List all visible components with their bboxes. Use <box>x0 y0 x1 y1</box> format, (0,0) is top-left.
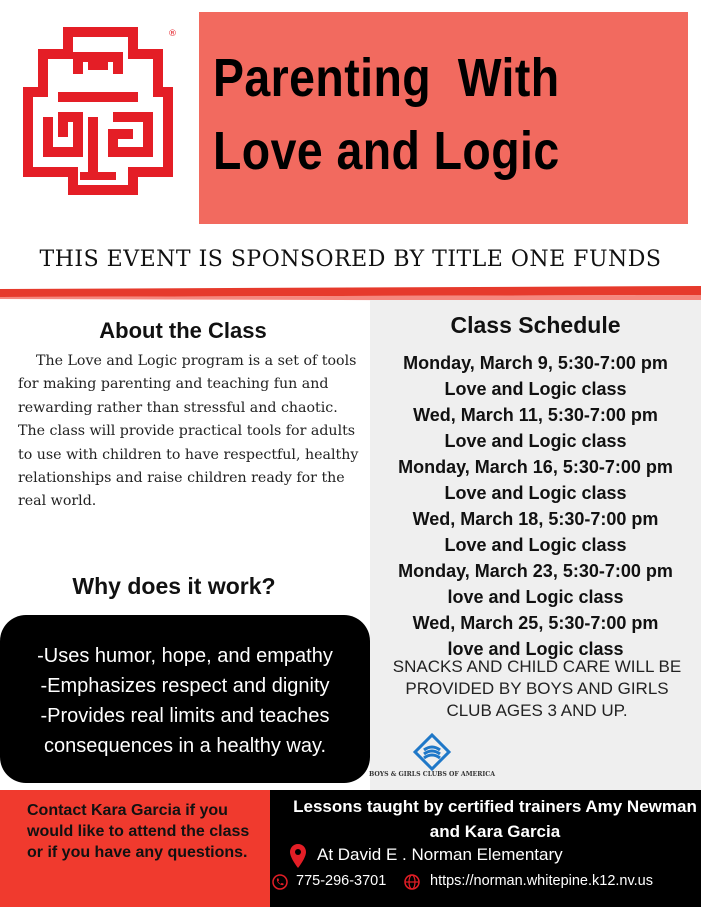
why-list <box>10 641 360 761</box>
bgc-logo-text: BOYS & GIRLS CLUBS OF AMERICA <box>368 771 496 778</box>
heart-house-logo <box>18 22 178 197</box>
schedule-line: Wed, March 25, 5:30-7:00 pm <box>412 613 659 633</box>
schedule-line: Love and Logic class <box>444 535 627 555</box>
location-pin-icon <box>289 843 307 869</box>
schedule-line: Wed, March 18, 5:30-7:00 pm <box>412 509 659 529</box>
why-box <box>0 615 370 783</box>
schedule-line: love and Logic class <box>447 639 624 659</box>
globe-icon <box>404 874 420 890</box>
about-heading: About the Class <box>99 318 267 343</box>
schedule-line: Wed, March 11, 5:30-7:00 pm <box>413 405 658 425</box>
schedule-line: Love and Logic class <box>444 431 627 451</box>
contact-panel <box>0 790 270 907</box>
schedule-line: love and Logic class <box>447 587 624 607</box>
why-item: -Uses humor, hope, and empathy <box>37 645 333 667</box>
title-line-1: Parenting With <box>213 48 560 108</box>
why-heading: Why does it work? <box>72 573 276 599</box>
bgc-logo <box>368 736 496 786</box>
schedule-line: Love and Logic class <box>444 483 627 503</box>
schedule-line: Love and Logic class <box>444 379 627 399</box>
title-box <box>199 12 688 224</box>
title-line-2: Love and Logic <box>213 121 560 181</box>
phone-text[interactable]: 775-296-3701 <box>296 873 387 889</box>
website-link[interactable]: https://norman.whitepine.k12.nv.us <box>430 873 653 889</box>
schedule-panel <box>370 300 701 790</box>
event-title <box>213 42 617 188</box>
schedule-heading: Class Schedule <box>450 312 621 338</box>
lessons-text: Lessons taught by certified trainers Amy Newman and Kara Garcia <box>293 797 697 841</box>
why-item: -Provides real limits and teaches <box>40 705 330 727</box>
why-item: consequences in a healthy way. <box>43 735 327 757</box>
schedule-list <box>370 350 701 662</box>
schedule-line: Monday, March 16, 5:30-7:00 pm <box>398 457 673 477</box>
footer <box>0 790 701 907</box>
schedule-line: Monday, March 9, 5:30-7:00 pm <box>403 353 668 373</box>
schedule-line: Monday, March 23, 5:30-7:00 pm <box>398 561 673 581</box>
why-item: -Emphasizes respect and dignity <box>40 675 330 697</box>
sponsor-line: THIS EVENT IS SPONSORED BY TITLE ONE FUNDS <box>39 247 662 272</box>
svg-text:®: ® <box>168 29 177 39</box>
phone-icon <box>272 874 288 890</box>
contact-text: Contact Kara Garcia if you would like to attend the class or if you have any questions. <box>27 802 250 861</box>
about-body: The Love and Logic program is a set of tools for making parenting and teaching fun and rewarding rather than stressful and chaotic. The class will provide practical tools for adults to use with children to have respectful, healthy relationships and raise children ready for the real world. <box>18 353 359 510</box>
snacks-note: SNACKS AND CHILD CARE WILL BE PROVIDED BY BOYS AND GIRLS CLUB AGES 3 AND UP. <box>392 657 682 720</box>
location-text: At David E . Norman Elementary <box>317 845 563 864</box>
